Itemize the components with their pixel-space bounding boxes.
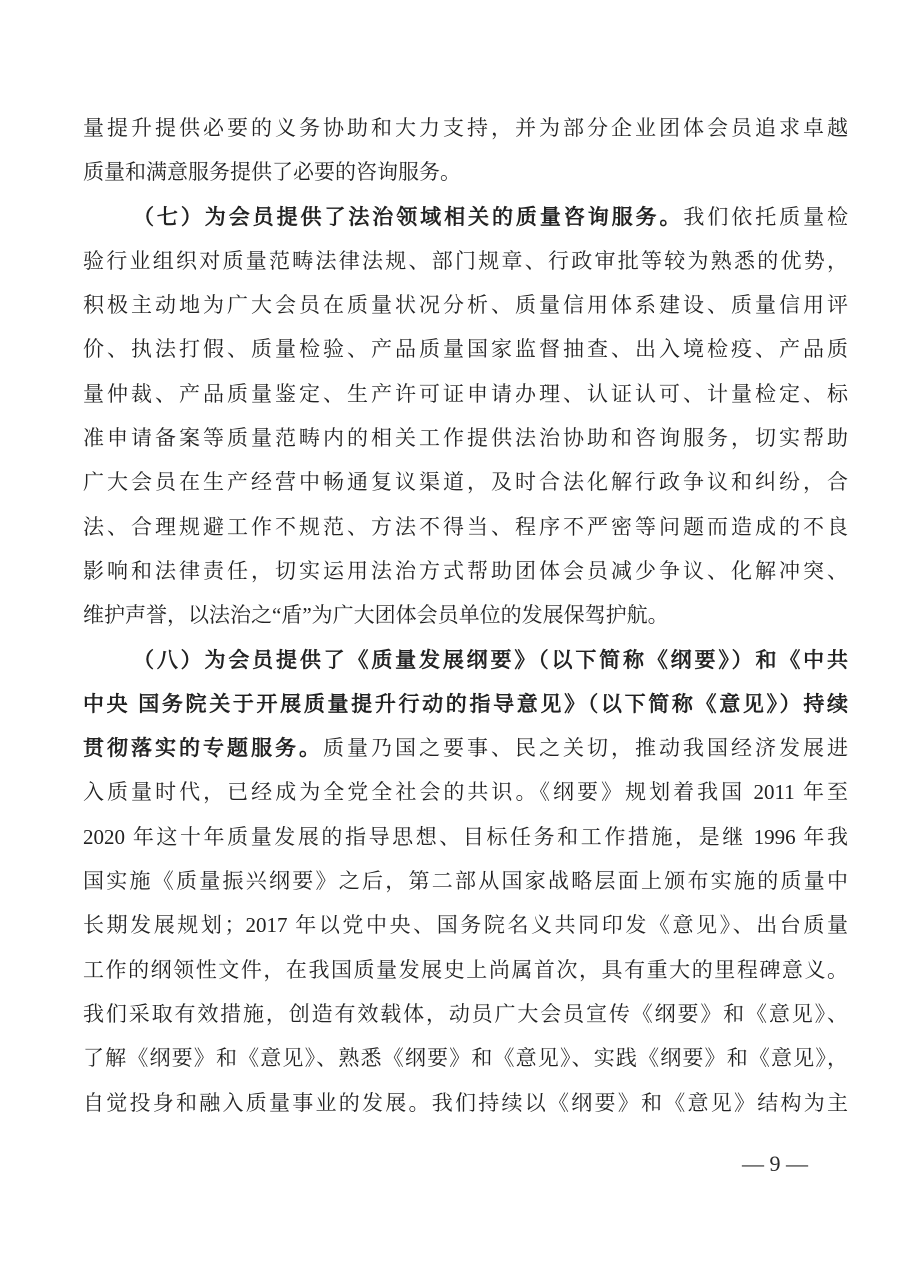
text-line [83, 549, 848, 593]
text-line [83, 239, 848, 283]
text-line [83, 638, 848, 682]
text-segment: 2020 年这十年质量发展的指导思想、目标任务和工作措施，是继 1996 年我 [83, 824, 848, 849]
text-line [83, 1081, 848, 1125]
paragraph-continuation [83, 106, 848, 195]
text-line [83, 815, 848, 859]
text-line [83, 726, 848, 770]
text-segment: 积极主动地为广大会员在质量状况分析、质量信用体系建设、质量信用评 [83, 293, 848, 318]
text-segment: 法、合理规避工作不规范、方法不得当、程序不严密等问题而造成的不良 [83, 514, 848, 539]
text-segment: 准申请备案等质量范畴内的相关工作提供法治协助和咨询服务，切实帮助 [83, 426, 848, 451]
text-segment: 量提升提供必要的义务协助和大力支持，并为部分企业团体会员追求卓越 [83, 116, 848, 140]
text-segment: 国实施《质量振兴纲要》之后，第二部从国家战略层面上颁布实施的质量中 [83, 869, 848, 894]
text-line [83, 859, 848, 903]
text-line [83, 770, 848, 814]
text-line [83, 903, 848, 947]
text-line [83, 460, 848, 504]
page-number: — 9 — [742, 1151, 808, 1176]
text-line [83, 992, 848, 1036]
text-segment: 影响和法律责任，切实运用法治方式帮助团体会员减少争议、化解冲突、 [83, 558, 848, 583]
paragraph-eight [83, 638, 848, 1125]
text-line [83, 372, 848, 416]
text-line [83, 948, 848, 992]
text-segment: 入质量时代，已经成为全党全社会的共识。《纲要》规划着我国 2011 年至 [83, 780, 848, 805]
text-segment: 工作的纲领性文件，在我国质量发展史上尚属首次，具有重大的里程碑意义。 [83, 957, 848, 982]
text-segment: 了解《纲要》和《意见》、熟悉《纲要》和《意见》、实践《纲要》和《意见》， [83, 1046, 848, 1071]
bold-text-segment: （八）为会员提供了《质量发展纲要》（以下简称《纲要》）和《中共 [133, 647, 848, 672]
bold-text-segment: 贯彻落实的专题服务。 [83, 736, 323, 761]
text-segment: 我们依托质量检 [683, 204, 848, 229]
text-line [83, 1036, 848, 1080]
text-line [83, 150, 848, 194]
text-line [83, 682, 848, 726]
text-segment: 验行业组织对质量范畴法律法规、部门规章、行政审批等较为熟悉的优势， [83, 248, 848, 273]
text-segment: 量仲裁、产品质量鉴定、生产许可证申请办理、认证认可、计量检定、标 [83, 381, 848, 406]
text-segment: 广大会员在生产经营中畅通复议渠道，及时合法化解行政争议和纠纷，合 [83, 470, 848, 495]
text-line [83, 106, 848, 150]
text-line [83, 416, 848, 460]
text-line [83, 283, 848, 327]
text-segment: 维护声誉，以法治之“盾”为广大团体会员单位的发展保驾护航。 [83, 603, 669, 628]
bold-text-segment: 中央 国务院关于开展质量提升行动的指导意见》（以下简称《意见》）持续 [83, 691, 848, 716]
paragraph-seven [83, 195, 848, 638]
text-segment: 质量和满意服务提供了必要的咨询服务。 [83, 160, 461, 185]
text-line [83, 505, 848, 549]
text-block [83, 106, 848, 1125]
text-line [83, 195, 848, 239]
text-segment: 我们采取有效措施，创造有效载体，动员广大会员宣传《纲要》和《意见》、 [83, 1001, 848, 1026]
text-segment: 长期发展规划；2017 年以党中央、国务院名义共同印发《意见》、出台质量 [83, 913, 848, 938]
text-segment: 自觉投身和融入质量事业的发展。我们持续以《纲要》和《意见》结构为主 [83, 1090, 848, 1115]
bold-text-segment: （七）为会员提供了法治领域相关的质量咨询服务。 [133, 204, 684, 229]
text-line [83, 327, 848, 371]
text-line [83, 593, 848, 637]
text-segment: 质量乃国之要事、民之关切，推动我国经济发展进 [323, 736, 848, 761]
text-segment: 价、执法打假、质量检验、产品质量国家监督抽查、出入境检疫、产品质 [83, 337, 848, 362]
